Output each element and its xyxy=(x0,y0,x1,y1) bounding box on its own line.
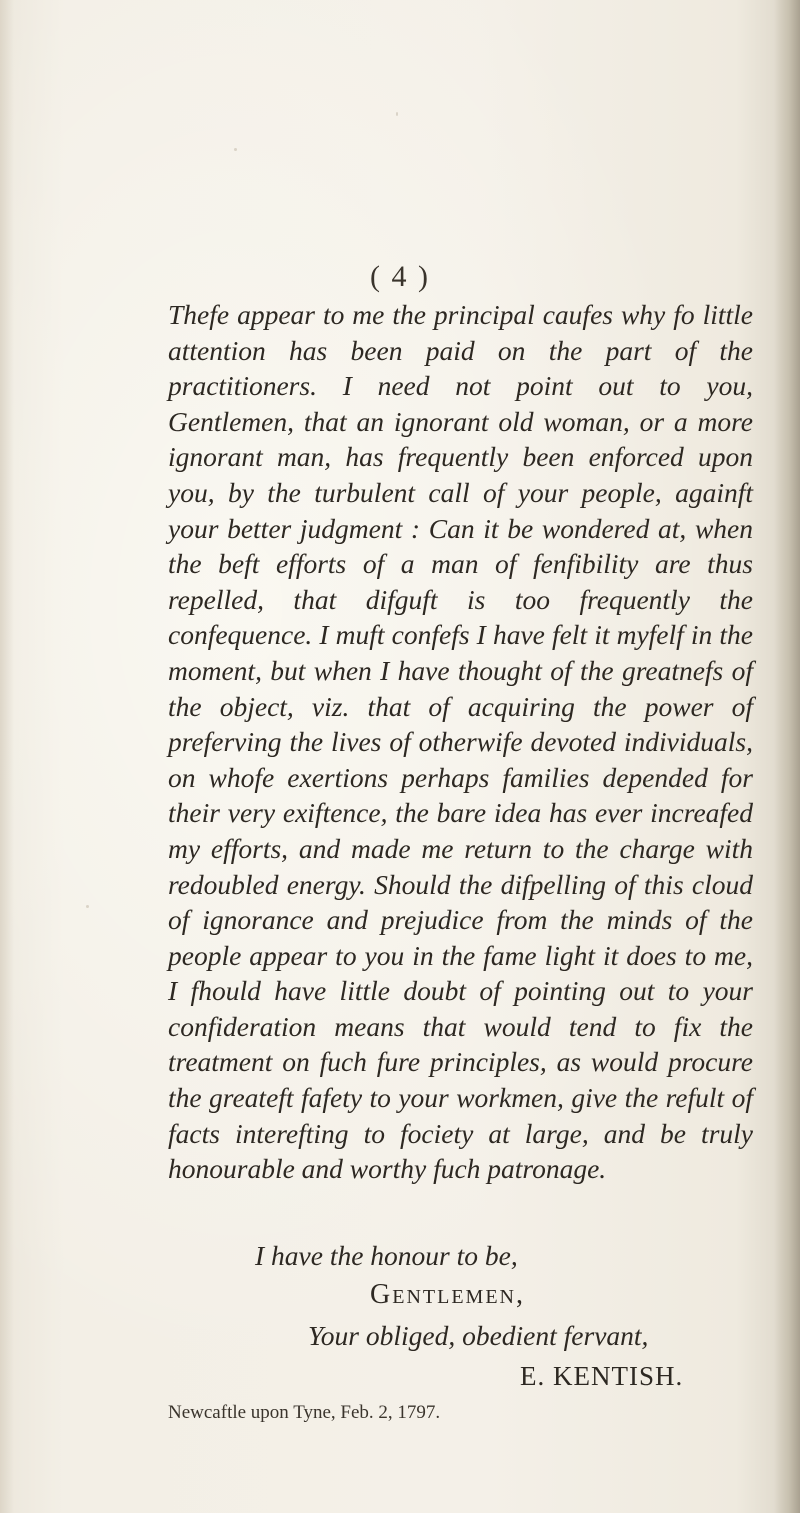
page-gutter-shadow xyxy=(0,0,14,1513)
page-edge-shadow xyxy=(774,0,800,1513)
letter-closing: I have the honour to be, xyxy=(255,1240,518,1271)
place-and-date: Newcaftle upon Tyne, Feb. 2, 1797. xyxy=(168,1402,441,1423)
letter-salutation: Gentlemen, xyxy=(370,1279,525,1310)
letter-body xyxy=(168,297,753,1187)
paper-speck xyxy=(86,905,89,908)
letter-subscription: Your obliged, obedient fervant, xyxy=(308,1320,649,1351)
paper-speck xyxy=(396,112,398,116)
letter-paragraph: Thefe appear to me the principal caufes why fo little attention has been paid on the part of the practitioners. I need not point out to you, Gentlemen, that an ignorant old woman, or a more ignorant man, has frequently been enforced upon you, by the turbulent call of your people, againft your better judgment : Can it be wondered at, when the beft efforts of a man of fenfibility are thus repelled, that difguft is too frequently the confequence. I muft confefs I have felt it myfelf in the moment, but when I have thought of the greatnefs of the object, viz. that of acquiring the power of preferving the lives of otherwife devoted individuals, on whofe exertions perhaps families depended for their very exiftence, the bare idea has ever increafed my efforts, and made me return to the charge with redoubled energy. Should the difpelling of this cloud of ignorance and prejudice from the minds of the people appear to you in the fame light it does to me, I fhould have little doubt of pointing out to your confideration means that would tend to fix the treatment on fuch fure principles, as would procure the greateft fafety to your workmen, give the refult of facts interefting to fociety at large, and be truly honourable and worthy fuch patronage. xyxy=(168,299,753,1185)
paper-speck xyxy=(234,148,237,151)
page-number: ( 4 ) xyxy=(370,260,430,293)
author-signature: E. KENTISH. xyxy=(520,1361,684,1391)
